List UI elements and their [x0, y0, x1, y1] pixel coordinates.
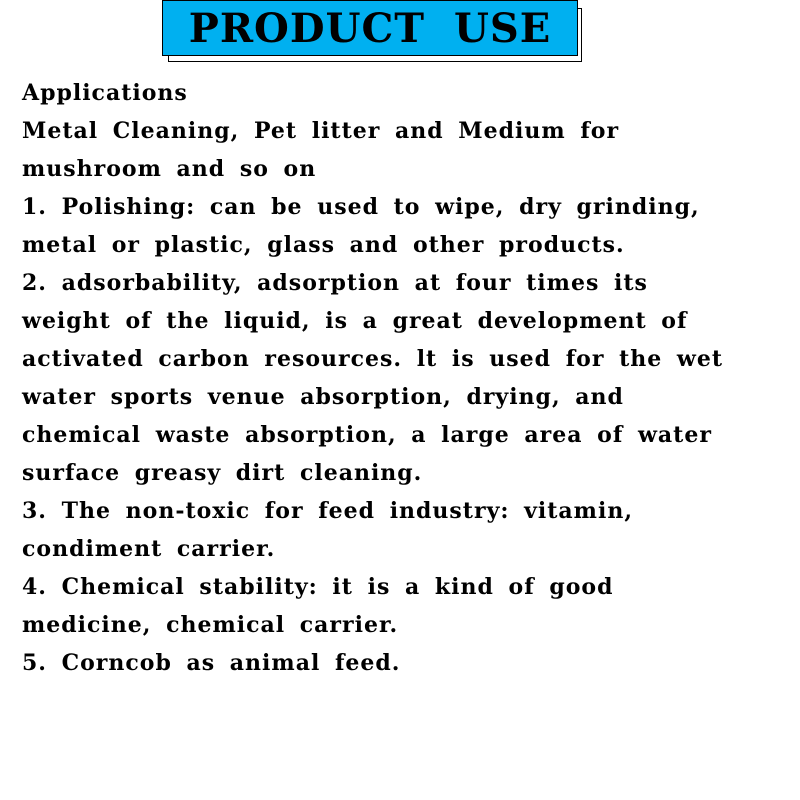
text-line: weight of the liquid, is a great development of	[22, 308, 688, 334]
text-line: chemical waste absorption, a large area of water	[22, 422, 712, 448]
text-line: metal or plastic, glass and other products.	[22, 232, 625, 258]
text-line: 2. adsorbability, adsorption at four times its	[22, 270, 648, 296]
banner-box	[162, 0, 578, 56]
text-line: Metal Cleaning, Pet litter and Medium for	[22, 118, 620, 144]
text-line: condiment carrier.	[22, 536, 276, 562]
text-line: mushroom and so on	[22, 156, 317, 182]
text-line: medicine, chemical carrier.	[22, 612, 399, 638]
text-line: 3. The non-toxic for feed industry: vitamin,	[22, 498, 633, 524]
text-line: 5. Corncob as animal feed.	[22, 650, 401, 676]
text-line: 1. Polishing: can be used to wipe, dry grinding,	[22, 194, 700, 220]
applications-heading: Applications	[22, 80, 188, 106]
product-use-banner	[162, 0, 586, 64]
text-line: water sports venue absorption, drying, and	[22, 384, 624, 410]
product-use-text	[22, 74, 782, 682]
banner-title: PRODUCT USE	[188, 4, 552, 52]
text-line: surface greasy dirt cleaning.	[22, 460, 423, 486]
text-line: 4. Chemical stability: it is a kind of good	[22, 574, 614, 600]
text-line: activated carbon resources. lt is used for the wet	[22, 346, 723, 372]
